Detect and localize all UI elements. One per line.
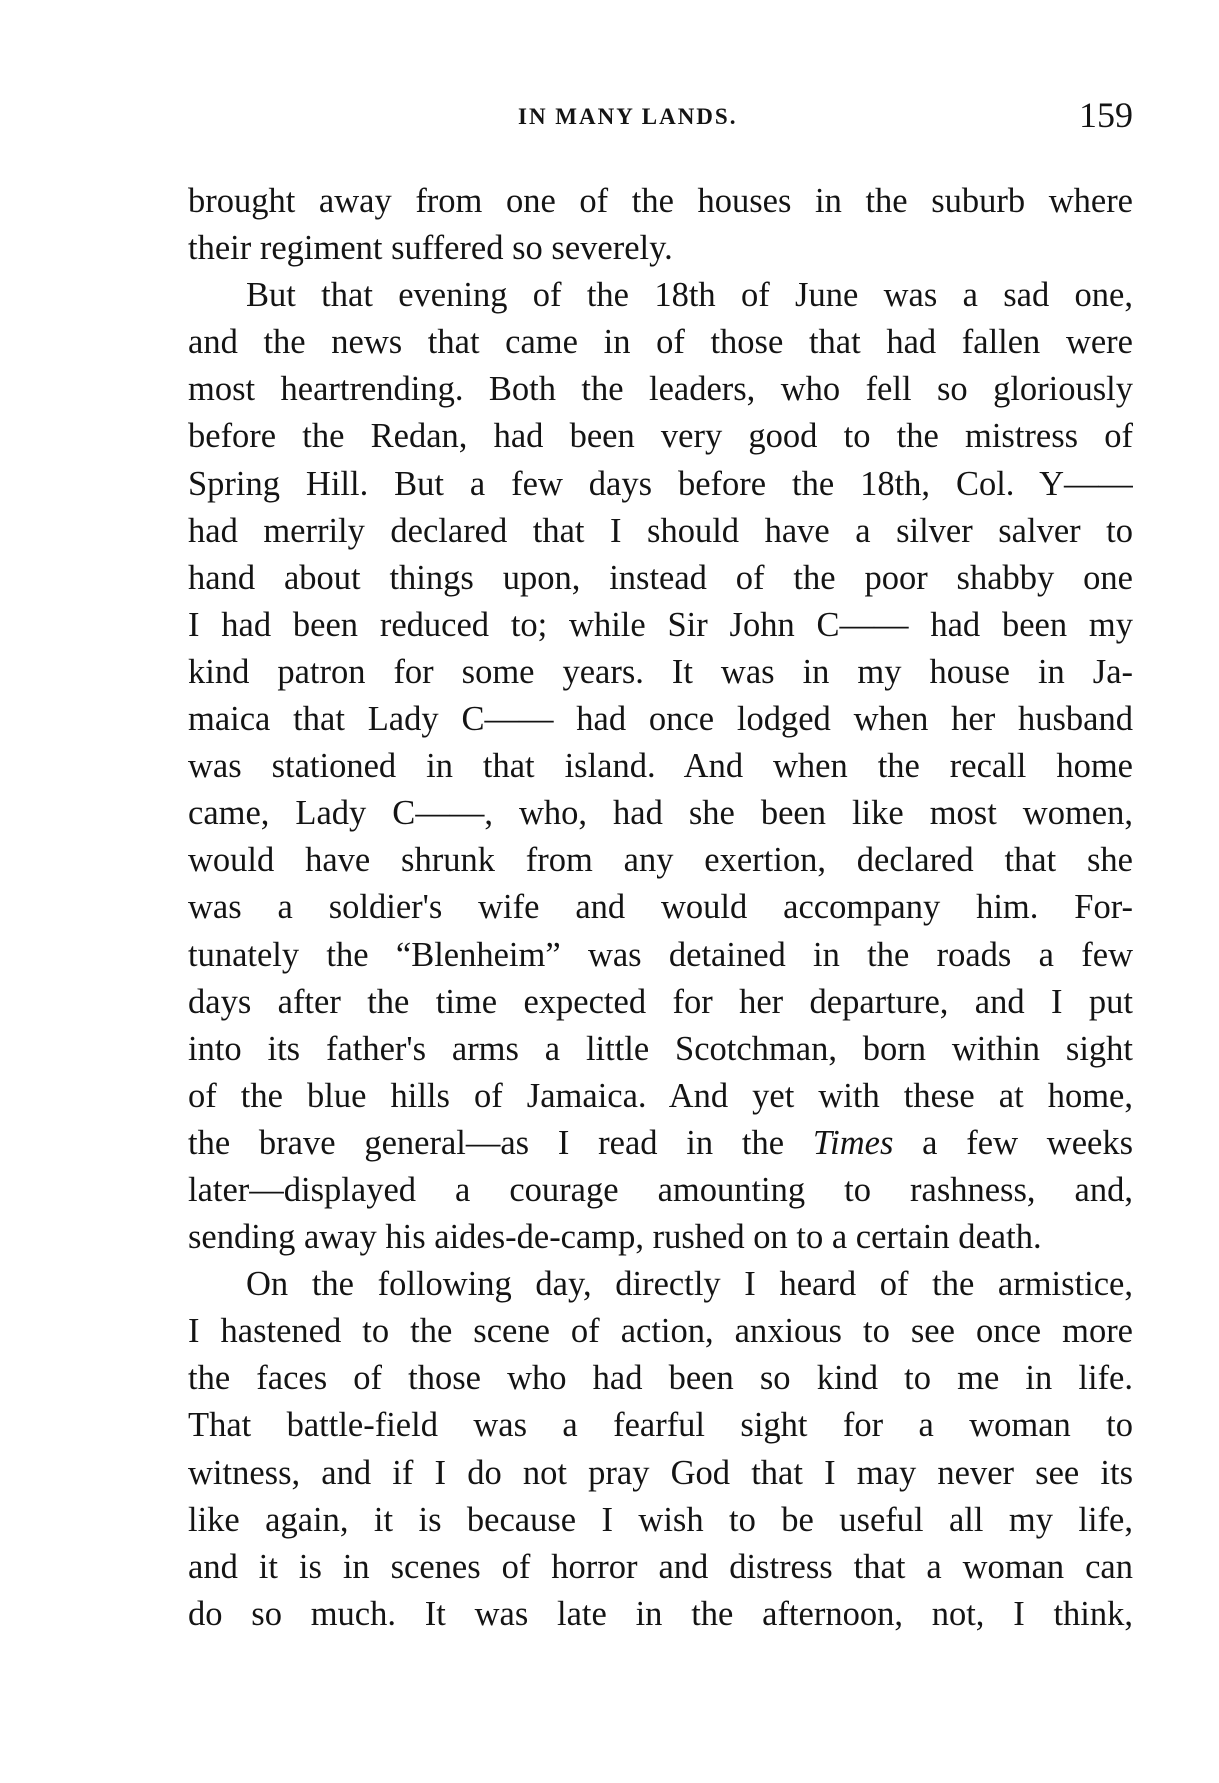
text-segment: like again, it is because I wish to be useful all my life, [188,1500,1133,1539]
text-segment: Spring Hill. But a few days before the 18th, Col. Y—— [188,464,1133,503]
text-line [188,743,1133,790]
text-segment: brought away from one of the houses in the suburb where [188,182,1133,220]
text-line [188,413,1133,460]
text-line [188,366,1133,413]
text-segment: later—displayed a courage amounting to rashness, and, [188,1170,1133,1209]
text-segment: before the Redan, had been very good to the mistress of [188,417,1133,456]
text-line [188,1214,1133,1261]
text-line [188,1073,1133,1120]
text-segment: their regiment suffered so severely. [188,229,673,268]
text-segment: would have shrunk from any exertion, declared that she [188,841,1133,880]
text-line [188,696,1133,743]
text-line [188,178,1133,225]
text-segment: do so much. It was late in the afternoon, not, I think, [188,1594,1133,1633]
text-line [188,1544,1133,1591]
text-segment: On the following day, directly I heard of the armistice, [246,1265,1133,1304]
text-segment: That battle-field was a fearful sight for a woman to [188,1406,1133,1445]
text-segment: days after the time expected for her departure, and I put [188,982,1133,1021]
text-line [188,1120,1133,1167]
text-segment: had merrily declared that I should have a silver salver to [188,511,1133,550]
text-segment: maica that Lady C—— had once lodged when her husband [188,700,1133,739]
text-segment: hand about things upon, instead of the poor shabby one [188,558,1133,597]
text-line [188,1591,1133,1638]
text-line [188,1402,1133,1449]
text-line [188,602,1133,649]
text-line [188,461,1133,508]
text-segment: witness, and if I do not pray God that I may never see its [188,1453,1133,1492]
text-segment: tunately the “Blenheim” was detained in the roads a few [188,935,1133,974]
text-segment: I had been reduced to; while Sir John C—— had been my [188,605,1133,644]
text-segment: kind patron for some years. It was in my house in Ja- [188,652,1133,691]
text-line [188,1355,1133,1402]
body-text [188,178,1133,1638]
text-segment: of the blue hills of Jamaica. And yet with these at home, [188,1076,1133,1115]
text-line [188,272,1133,319]
text-line [188,837,1133,884]
text-line [188,932,1133,979]
text-segment: a few weeks [893,1123,1133,1162]
running-head [188,94,1133,144]
text-line [188,979,1133,1026]
text-segment: the brave general—as I read in the [188,1123,813,1162]
text-segment: into its father's arms a little Scotchman, born within sight [188,1029,1133,1068]
running-title: IN MANY LANDS. [518,104,738,129]
text-line [188,1497,1133,1544]
text-segment: I hastened to the scene of action, anxious to see once more [188,1312,1133,1351]
text-line [188,1450,1133,1497]
text-line [188,1167,1133,1214]
text-line [188,555,1133,602]
text-line [188,225,1133,272]
text-line [188,1026,1133,1073]
text-segment: But that evening of the 18th of June was a sad one, [246,276,1133,315]
text-line [188,1261,1133,1308]
text-line [188,1308,1133,1355]
text-segment: was a soldier's wife and would accompany him. For- [188,888,1133,927]
text-segment: came, Lady C——, who, had she been like most women, [188,794,1133,833]
text-line [188,649,1133,696]
text-segment: most heartrending. Both the leaders, who fell so gloriously [188,370,1133,409]
text-line [188,319,1133,366]
page-number: 159 [1079,95,1133,135]
text-segment: the faces of those who had been so kind to me in life. [188,1359,1133,1398]
italic-text: Times [812,1123,894,1162]
text-segment: and the news that came in of those that had fallen were [188,323,1133,362]
text-segment: sending away his aides-de-camp, rushed on to a certain death. [188,1218,1042,1257]
text-line [188,508,1133,555]
text-segment: and it is in scenes of horror and distress that a woman can [188,1547,1133,1586]
text-line [188,790,1133,837]
text-segment: was stationed in that island. And when the recall home [188,747,1133,786]
text-line [188,884,1133,931]
